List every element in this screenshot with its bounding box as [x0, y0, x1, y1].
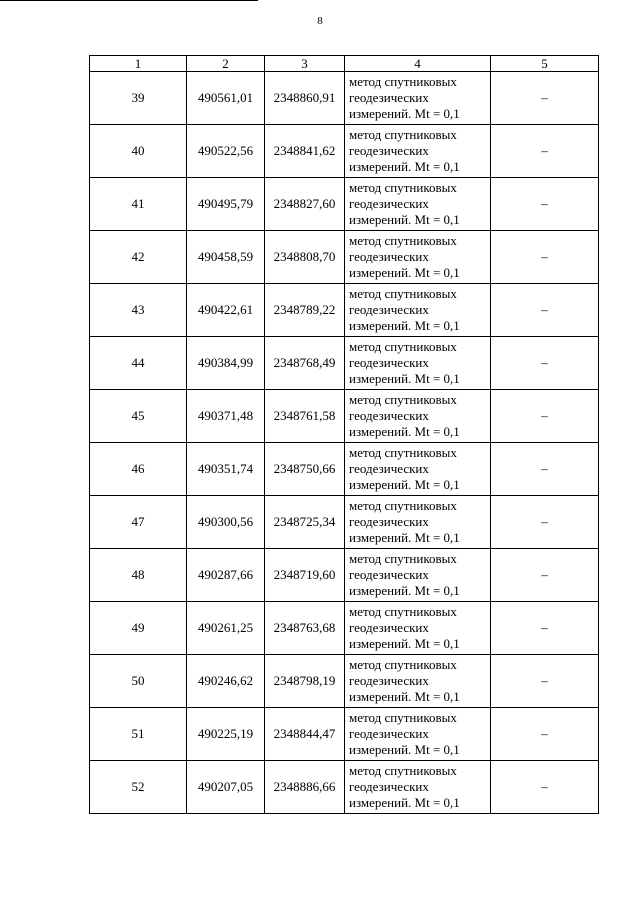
coord-x: 490261,25: [187, 602, 265, 655]
method-cell: метод спутниковых геодезических измерений. Mt = 0,1: [345, 761, 491, 814]
coord-y: 2348841,62: [265, 125, 345, 178]
header-col-2: 2: [187, 56, 265, 72]
table-row: [90, 443, 599, 496]
header-row: [90, 56, 599, 72]
table-row: [90, 72, 599, 125]
method-cell: метод спутниковых геодезических измерений. Mt = 0,1: [345, 602, 491, 655]
header-col-5: 5: [491, 56, 599, 72]
table-row: [90, 655, 599, 708]
point-number: 50: [90, 655, 187, 708]
coord-x: 490225,19: [187, 708, 265, 761]
coord-y: 2348761,58: [265, 390, 345, 443]
table-row: [90, 390, 599, 443]
coord-x: 490384,99: [187, 337, 265, 390]
header-col-4: 4: [345, 56, 491, 72]
method-cell: метод спутниковых геодезических измерений. Mt = 0,1: [345, 549, 491, 602]
coord-y: 2348886,66: [265, 761, 345, 814]
method-cell: метод спутниковых геодезических измерений. Mt = 0,1: [345, 390, 491, 443]
note-cell: –: [491, 708, 599, 761]
table-row: [90, 284, 599, 337]
coord-y: 2348725,34: [265, 496, 345, 549]
point-number: 49: [90, 602, 187, 655]
page-number: 8: [317, 15, 323, 27]
note-cell: –: [491, 231, 599, 284]
coord-y: 2348719,60: [265, 549, 345, 602]
method-cell: метод спутниковых геодезических измерений. Mt = 0,1: [345, 496, 491, 549]
method-cell: метод спутниковых геодезических измерений. Mt = 0,1: [345, 443, 491, 496]
point-number: 45: [90, 390, 187, 443]
note-cell: –: [491, 655, 599, 708]
coord-x: 490371,48: [187, 390, 265, 443]
point-number: 52: [90, 761, 187, 814]
note-cell: –: [491, 178, 599, 231]
table-row: [90, 337, 599, 390]
coord-x: 490458,59: [187, 231, 265, 284]
coord-x: 490495,79: [187, 178, 265, 231]
note-cell: –: [491, 549, 599, 602]
note-cell: –: [491, 125, 599, 178]
point-number: 44: [90, 337, 187, 390]
table-row: [90, 125, 599, 178]
coord-y: 2348808,70: [265, 231, 345, 284]
table-row: [90, 178, 599, 231]
method-cell: метод спутниковых геодезических измерений. Mt = 0,1: [345, 72, 491, 125]
note-cell: –: [491, 72, 599, 125]
method-cell: метод спутниковых геодезических измерений. Mt = 0,1: [345, 708, 491, 761]
coord-y: 2348763,68: [265, 602, 345, 655]
coord-y: 2348750,66: [265, 443, 345, 496]
method-cell: метод спутниковых геодезических измерений. Mt = 0,1: [345, 125, 491, 178]
point-number: 47: [90, 496, 187, 549]
coord-y: 2348798,19: [265, 655, 345, 708]
coord-x: 490287,66: [187, 549, 265, 602]
table-row: [90, 549, 599, 602]
point-number: 46: [90, 443, 187, 496]
method-cell: метод спутниковых геодезических измерений. Mt = 0,1: [345, 178, 491, 231]
coord-x: 490522,56: [187, 125, 265, 178]
coord-y: 2348789,22: [265, 284, 345, 337]
table-row: [90, 708, 599, 761]
point-number: 40: [90, 125, 187, 178]
coord-x: 490351,74: [187, 443, 265, 496]
note-cell: –: [491, 761, 599, 814]
coordinates-table: [89, 55, 599, 814]
table-row: [90, 231, 599, 284]
note-cell: –: [491, 337, 599, 390]
coord-x: 490300,56: [187, 496, 265, 549]
header-col-1: 1: [90, 56, 187, 72]
method-cell: метод спутниковых геодезических измерений. Mt = 0,1: [345, 337, 491, 390]
method-cell: метод спутниковых геодезических измерений. Mt = 0,1: [345, 231, 491, 284]
point-number: 48: [90, 549, 187, 602]
coord-x: 490422,61: [187, 284, 265, 337]
coord-x: 490561,01: [187, 72, 265, 125]
coord-y: 2348860,91: [265, 72, 345, 125]
coord-x: 490246,62: [187, 655, 265, 708]
note-cell: –: [491, 602, 599, 655]
note-cell: –: [491, 284, 599, 337]
method-cell: метод спутниковых геодезических измерений. Mt = 0,1: [345, 655, 491, 708]
point-number: 41: [90, 178, 187, 231]
coord-y: 2348827,60: [265, 178, 345, 231]
top-rule: [0, 0, 258, 1]
note-cell: –: [491, 390, 599, 443]
note-cell: –: [491, 496, 599, 549]
coord-y: 2348768,49: [265, 337, 345, 390]
coord-x: 490207,05: [187, 761, 265, 814]
note-cell: –: [491, 443, 599, 496]
point-number: 51: [90, 708, 187, 761]
table-row: [90, 602, 599, 655]
coord-y: 2348844,47: [265, 708, 345, 761]
point-number: 43: [90, 284, 187, 337]
point-number: 42: [90, 231, 187, 284]
method-cell: метод спутниковых геодезических измерений. Mt = 0,1: [345, 284, 491, 337]
header-col-3: 3: [265, 56, 345, 72]
table-row: [90, 761, 599, 814]
table-row: [90, 496, 599, 549]
point-number: 39: [90, 72, 187, 125]
